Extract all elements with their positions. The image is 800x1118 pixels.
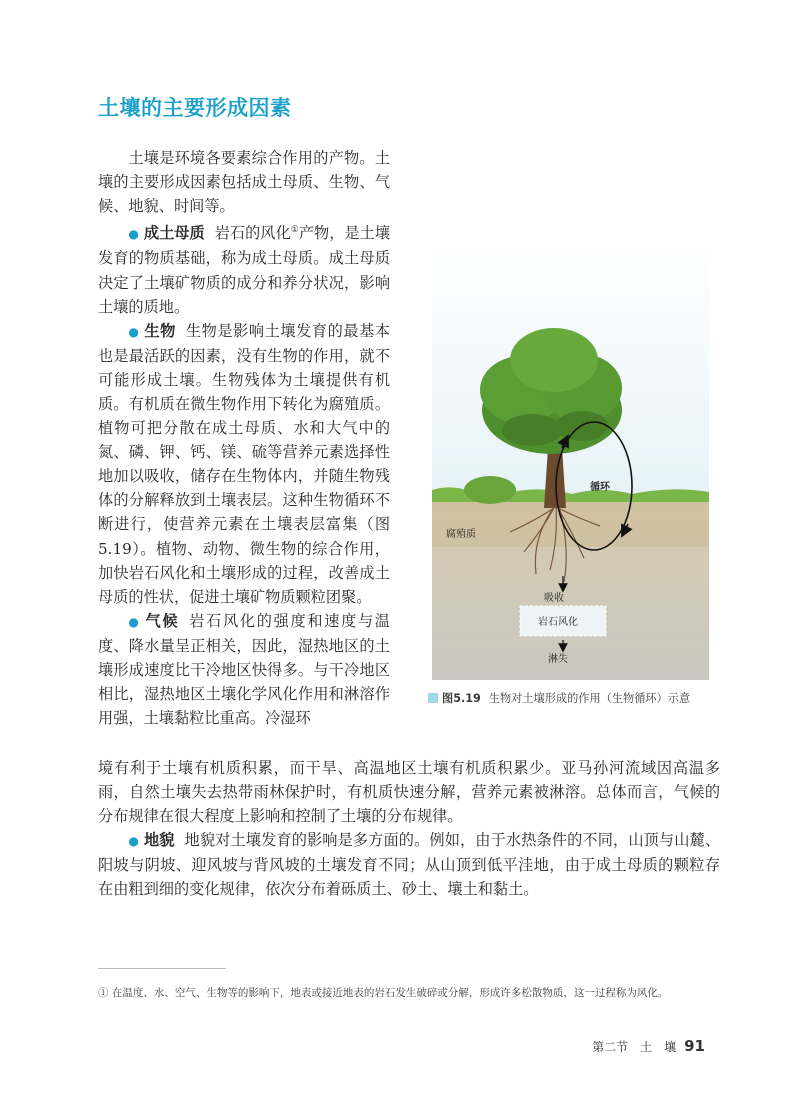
bullet-icon: ● [128, 324, 140, 339]
shrub [464, 476, 516, 504]
page-number: 91 [684, 1037, 705, 1055]
parent-material-text-b: 产物，是土壤发育的物质基础，称为成土母质。成土母质决定了土壤矿物质的成分和养分状况，影响土壤的质地。 [98, 224, 391, 316]
bullet-icon: ● [128, 614, 141, 629]
label-humus: 腐殖质 [446, 529, 476, 540]
section-heading: 土壤的主要形成因素 [98, 96, 292, 120]
bullet-icon: ● [128, 227, 139, 242]
footnote-marker[interactable]: ① [290, 225, 299, 236]
bullet-icon: ● [128, 834, 139, 849]
paragraph-biology [98, 319, 390, 609]
parent-material-text-a: 岩石的风化 [214, 224, 291, 243]
footnote: ① 在温度、水、空气、生物等的影响下，地表或接近地表的岩石发生破碎或分解，形成许多松散物质，这一过程称为风化。 [98, 987, 669, 999]
text-column-wide [98, 756, 720, 902]
caption-number: 图5.19 [442, 692, 481, 705]
footer-section: 第二节 土 壤 [592, 1040, 677, 1054]
caption-text: 生物对土壤形成的作用（生物循环）示意 [488, 692, 691, 705]
page-footer [592, 1037, 705, 1055]
footnote-rule [98, 968, 226, 969]
lead-climate: 气候 [145, 611, 180, 630]
text-column-narrow [98, 146, 390, 730]
lead-landform: 地貌 [143, 831, 175, 850]
paragraph-parent-material [98, 218, 390, 318]
paragraph-landform [98, 828, 720, 901]
paragraph-intro: 土壤是环境各要素综合作用的产物。土壤的主要形成因素包括成土母质、生物、气候、地貌、时间等。 [98, 149, 390, 216]
label-cycle: 循环 [590, 482, 610, 493]
figure-caption [428, 690, 690, 706]
lead-biology: 生物 [144, 321, 176, 340]
climate-text-b: 境有利于土壤有机质积累，而干旱、高温地区土壤有机质积累少。亚马孙河流域因高温多雨，自然土壤失去热带雨林保护时，有机质快速分解，营养元素被淋溶。总体而言，气候的分布规律在很大程度上影响和控制了土壤的分布规律。 [98, 759, 720, 826]
climate-text-a: 岩石风化的强度和速度与温度、降水量呈正相关，因此，湿热地区的土壤形成速度比干冷地区快得多。与干冷地区相比，湿热地区土壤化学风化作用和淋溶作用强，土壤黏粒比重高。冷湿环 [98, 611, 390, 728]
caption-marker-icon [428, 693, 438, 703]
label-weathering: 岩石风化 [538, 617, 578, 628]
landform-text: 地貌对土壤发育的影响是多方面的。例如，由于水热条件的不同，山顶与山麓、阳坡与阴坡、迎风坡与背风坡的土壤发育不同；从山顶到低平洼地，由于成土母质的颗粒存在由粗到细的变化规律，依次分布着砾质土、砂土、壤土和黏土。 [98, 831, 721, 899]
lead-parent-material: 成土母质 [143, 224, 205, 243]
paragraph-climate [98, 609, 390, 730]
biology-text: 生物是影响土壤发育的最基本也是最活跃的因素，没有生物的作用，就不可能形成土壤。生物残体为土壤提供有机质。有机质在微生物作用下转化为腐殖质。植物可把分散在成土母质、水和大气中的氮、磷、钾、钙、镁、硫等营养元素选择性地加以吸收，储存在生物体内，并随生物残体的分解释放到土壤表层。这种生物循环不断进行，使营养元素在土壤表层富集（图5.19）。植物、动物、微生物的综合作用，加快岩石风化和土壤形成的过程，改善成土母质的性状，促进土壤矿物质颗粒团聚。 [98, 321, 390, 606]
label-leaching: 淋失 [548, 654, 568, 665]
label-absorb: 吸收 [544, 593, 564, 604]
biological-cycle-illustration [432, 240, 709, 680]
humus-layer [432, 502, 709, 547]
figure-biological-cycle [432, 240, 709, 680]
